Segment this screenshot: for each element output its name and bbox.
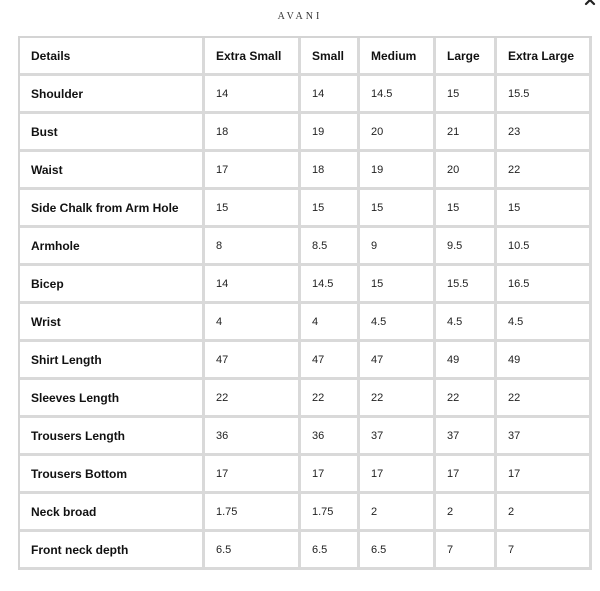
cell-small: 14 [301,76,360,114]
cell-small: 22 [301,380,360,418]
row-label: Trousers Length [20,418,205,456]
cell-medium: 19 [360,152,436,190]
cell-medium: 14.5 [360,76,436,114]
cell-extra-small: 17 [205,152,301,190]
table-row [20,228,592,266]
cell-extra-large: 23 [497,114,592,152]
cell-large: 9.5 [436,228,497,266]
table-row [20,456,592,494]
row-label: Waist [20,152,205,190]
cell-small: 15 [301,190,360,228]
row-label: Front neck depth [20,532,205,570]
cell-medium: 15 [360,266,436,304]
cell-medium: 6.5 [360,532,436,570]
cell-small: 1.75 [301,494,360,532]
cell-small: 19 [301,114,360,152]
cell-extra-small: 4 [205,304,301,342]
header-extra-large: Extra Large [497,38,592,76]
row-label: Shoulder [20,76,205,114]
cell-large: 49 [436,342,497,380]
row-label: Bicep [20,266,205,304]
cell-extra-large: 49 [497,342,592,380]
cell-large: 2 [436,494,497,532]
cell-large: 37 [436,418,497,456]
cell-large: 4.5 [436,304,497,342]
cell-extra-small: 6.5 [205,532,301,570]
row-label: Side Chalk from Arm Hole [20,190,205,228]
cell-extra-large: 10.5 [497,228,592,266]
table-body [20,76,592,570]
cell-extra-large: 2 [497,494,592,532]
cell-large: 15 [436,190,497,228]
header-small: Small [301,38,360,76]
cell-medium: 9 [360,228,436,266]
cell-extra-large: 17 [497,456,592,494]
cell-small: 14.5 [301,266,360,304]
cell-small: 6.5 [301,532,360,570]
header-medium: Medium [360,38,436,76]
row-label: Neck broad [20,494,205,532]
cell-medium: 17 [360,456,436,494]
cell-extra-large: 22 [497,380,592,418]
table-row [20,76,592,114]
cell-extra-large: 15.5 [497,76,592,114]
cell-small: 18 [301,152,360,190]
table-row [20,494,592,532]
cell-extra-large: 4.5 [497,304,592,342]
cell-extra-large: 15 [497,190,592,228]
cell-extra-small: 14 [205,266,301,304]
cell-extra-large: 37 [497,418,592,456]
table-row [20,190,592,228]
header-row [20,38,592,76]
cell-medium: 22 [360,380,436,418]
table-row [20,342,592,380]
cell-medium: 4.5 [360,304,436,342]
row-label: Wrist [20,304,205,342]
cell-small: 47 [301,342,360,380]
table-row [20,532,592,570]
table-row [20,152,592,190]
cell-extra-large: 22 [497,152,592,190]
cell-small: 17 [301,456,360,494]
cell-large: 15 [436,76,497,114]
close-icon[interactable] [584,0,596,6]
cell-medium: 47 [360,342,436,380]
cell-extra-small: 36 [205,418,301,456]
cell-extra-small: 22 [205,380,301,418]
cell-large: 22 [436,380,497,418]
row-label: Shirt Length [20,342,205,380]
cell-extra-small: 18 [205,114,301,152]
table-row [20,114,592,152]
cell-small: 4 [301,304,360,342]
cell-extra-small: 14 [205,76,301,114]
cell-extra-small: 47 [205,342,301,380]
cell-extra-small: 15 [205,190,301,228]
cell-large: 17 [436,456,497,494]
cell-large: 7 [436,532,497,570]
cell-extra-large: 7 [497,532,592,570]
header-details: Details [20,38,205,76]
cell-medium: 2 [360,494,436,532]
header-large: Large [436,38,497,76]
cell-small: 36 [301,418,360,456]
table-row [20,266,592,304]
brand-logo: AVANI [277,11,323,22]
cell-large: 15.5 [436,266,497,304]
cell-extra-small: 8 [205,228,301,266]
table-row [20,304,592,342]
cell-medium: 20 [360,114,436,152]
header-extra-small: Extra Small [205,38,301,76]
table-row [20,418,592,456]
table-row [20,380,592,418]
cell-extra-large: 16.5 [497,266,592,304]
cell-large: 21 [436,114,497,152]
cell-medium: 37 [360,418,436,456]
row-label: Trousers Bottom [20,456,205,494]
row-label: Sleeves Length [20,380,205,418]
size-chart-table [18,36,592,570]
row-label: Bust [20,114,205,152]
cell-extra-small: 1.75 [205,494,301,532]
cell-small: 8.5 [301,228,360,266]
cell-medium: 15 [360,190,436,228]
cell-large: 20 [436,152,497,190]
row-label: Armhole [20,228,205,266]
cell-extra-small: 17 [205,456,301,494]
